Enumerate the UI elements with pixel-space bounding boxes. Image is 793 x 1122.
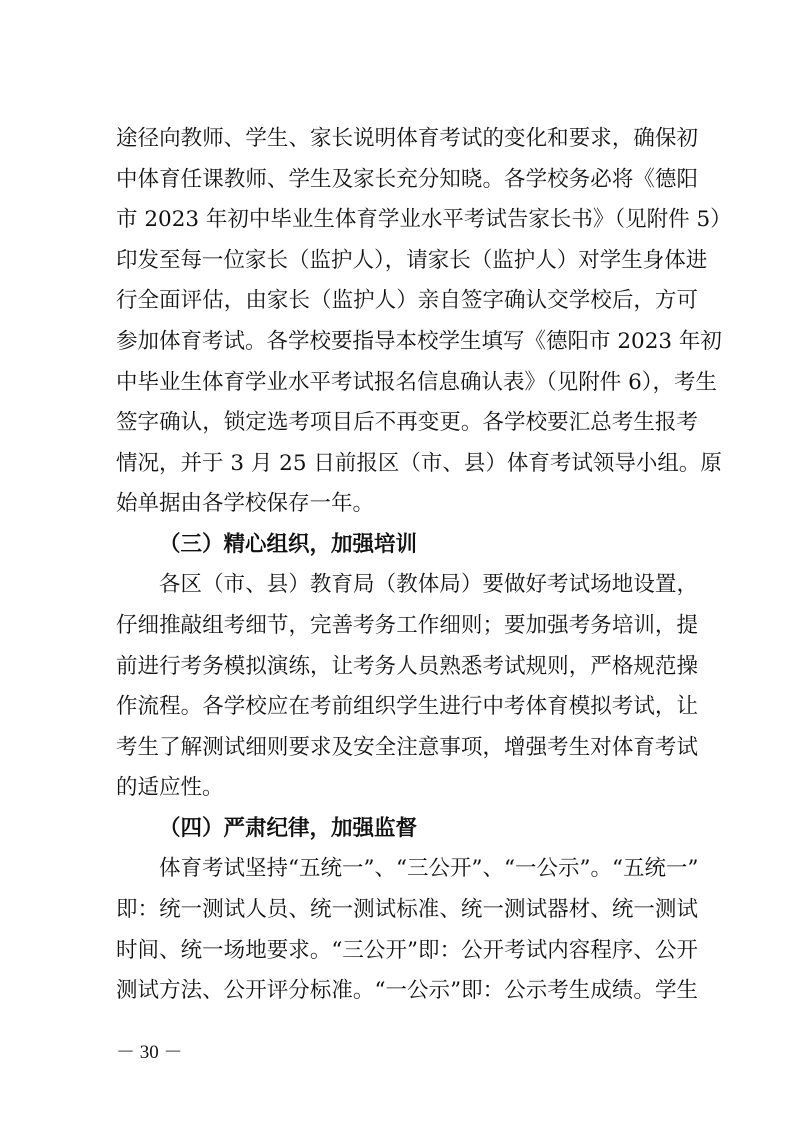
body-text-line: 行全面评估，由家长（监护人）亲自签字确认交学校后，方可: [116, 288, 698, 313]
body-text-line: 时间、统一场地要求。“三公开”即：公开考试内容程序、公开: [116, 938, 698, 963]
body-text-line: 前进行考务模拟演练，让考务人员熟悉考试规则，严格规范操: [116, 654, 698, 679]
body-text-line: 考生了解测试细则要求及安全注意事项，增强考生对体育考试: [116, 735, 698, 760]
page-number: － 30 －: [116, 1042, 183, 1063]
body-text-line: 的适应性。: [116, 775, 224, 800]
section-heading: （三）精心组织，加强培训: [159, 532, 418, 557]
body-text-line: 市 2023 年初中毕业生体育学业水平考试告家长书》（见附件 5）: [116, 207, 732, 232]
body-text-line: 体育考试坚持“五统一”、“三公开”、“一公示”。“五统一”: [159, 856, 699, 881]
body-text-line: 即：统一测试人员、统一测试标准、统一测试器材、统一测试: [116, 897, 698, 922]
body-text-line: 签字确认，锁定选考项目后不再变更。各学校要汇总考生报考: [116, 410, 698, 435]
body-text-line: 参加体育考试。各学校要指导本校学生填写《德阳市 2023 年初: [116, 329, 722, 354]
body-text-line: 各区（市、县）教育局（教体局）要做好考试场地设置，: [159, 572, 698, 597]
body-text-line: 仔细推敲组考细节，完善考务工作细则；要加强考务培训，提: [116, 613, 698, 638]
body-text-line: 中体育任课教师、学生及家长充分知晓。各学校务必将《德阳: [116, 167, 698, 192]
section-heading: （四）严肃纪律，加强监督: [159, 816, 418, 841]
body-text-line: 印发至每一位家长（监护人），请家长（监护人）对学生身体进: [116, 248, 708, 273]
body-text-line: 作流程。各学校应在考前组织学生进行中考体育模拟考试，让: [116, 694, 698, 719]
body-text-line: 情况，并于 3 月 25 日前报区（市、县）体育考试领导小组。原: [116, 451, 722, 476]
body-text-line: 途径向教师、学生、家长说明体育考试的变化和要求，确保初: [116, 126, 698, 151]
body-text-line: 测试方法、公开评分标准。“一公示”即：公示考生成绩。学生: [116, 978, 698, 1003]
body-text-line: 中毕业生体育学业水平考试报名信息确认表》（见附件 6），考生: [116, 370, 718, 395]
body-text-line: 始单据由各学校保存一年。: [116, 491, 375, 516]
